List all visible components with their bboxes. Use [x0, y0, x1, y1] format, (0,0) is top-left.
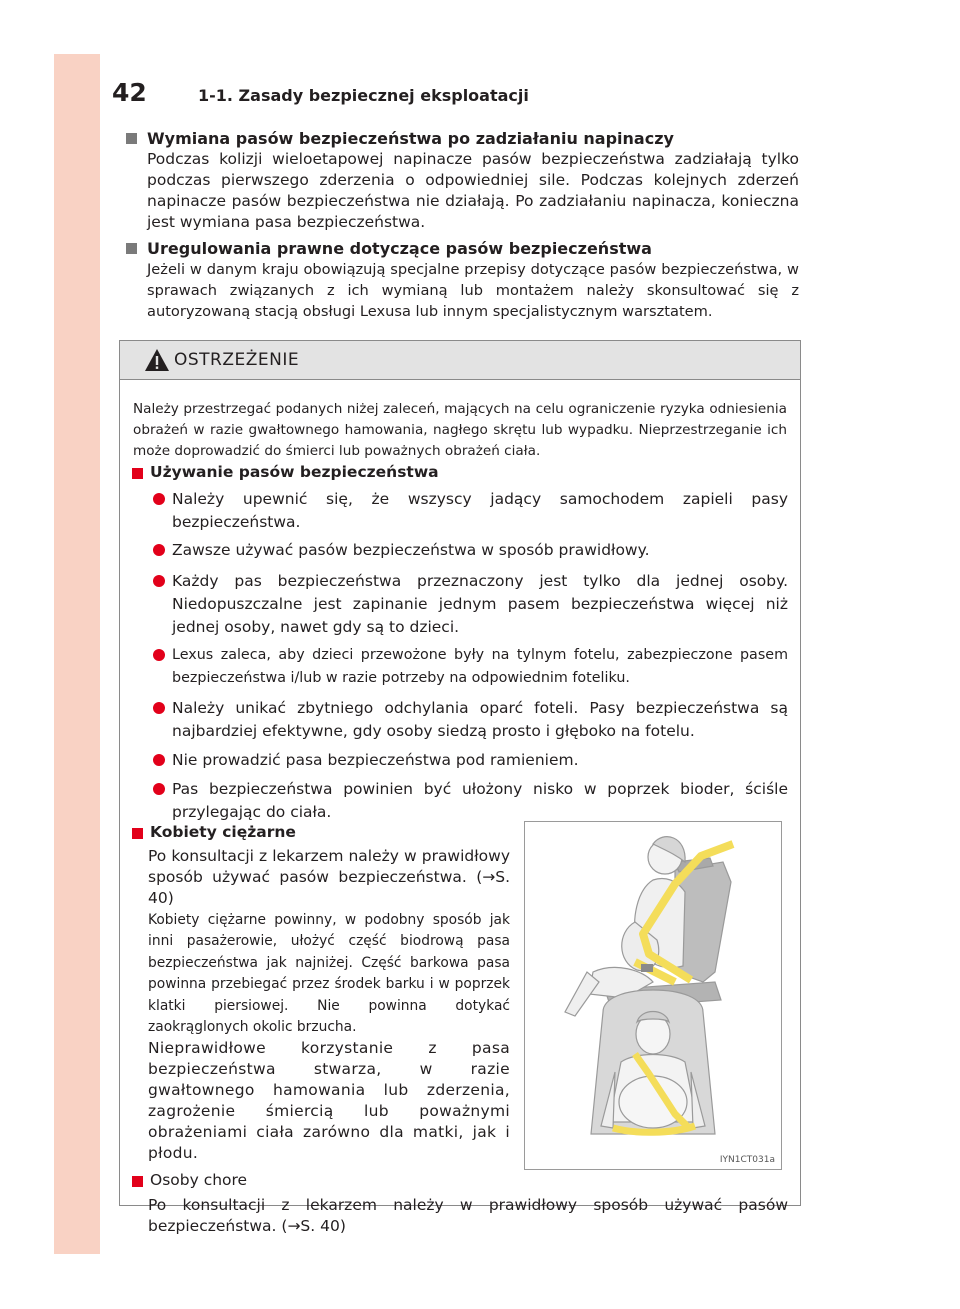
- pregnant-seatbelt-illustration: [524, 821, 782, 1170]
- list-item-text: Należy unikać zbytniego odchylania oparć foteli. Pasy bezpieczeństwa są najbardziej efektywne, gdy osoby siedzą prosto i głęboko na fotelu.: [172, 699, 788, 740]
- pregnant-paragraph-1: Po konsultacji z lekarzem należy w prawidłowy sposób używać pasów bezpieczeństwa. (→S. 40): [148, 847, 510, 907]
- warning-title: OSTRZEŻENIE: [174, 350, 300, 370]
- section-title: Wymiana pasów bezpieczeństwa po zadziałaniu napinaczy: [147, 129, 674, 148]
- figure-code: IYN1CT031a: [719, 1155, 775, 1165]
- warning-triangle-icon: [144, 348, 170, 372]
- list-item: [172, 778, 788, 824]
- list-item-text: Pas bezpieczeństwa powinien być ułożony nisko w poprzek bioder, ściśle przylegając do ciała.: [172, 780, 788, 821]
- list-item: [172, 749, 788, 772]
- round-bullet-icon: [153, 544, 165, 556]
- round-bullet-icon: [153, 783, 165, 795]
- square-bullet-icon: [132, 828, 143, 839]
- round-bullet-icon: [153, 493, 165, 505]
- page-margin-tab: [54, 54, 100, 1254]
- pregnant-seatbelt-drawing: [525, 822, 781, 1169]
- subheading-text: Kobiety ciężarne: [150, 823, 296, 841]
- list-item-text: Nie prowadzić pasa bezpieczeństwa pod ramieniem.: [172, 751, 579, 769]
- list-item: [172, 644, 788, 690]
- list-item: [172, 539, 788, 562]
- round-bullet-icon: [153, 754, 165, 766]
- section-text: Jeżeli w danym kraju obowiązują specjalne przepisy dotyczące pasów bezpieczeństwa, w sprawach związanych z ich wymianą lub montażem należy skonsultować się z autoryzowaną stacją obsługi Lexusa lub innym specjalistycznym warsztatem.: [147, 261, 799, 320]
- list-item-text: Każdy pas bezpieczeństwa przeznaczony jest tylko dla jednej osoby. Niedopuszczalne jest zapinanie jednym pasem bezpieczeństwa więcej niż jednej osoby, nawet gdy są to dzieci.: [172, 572, 788, 636]
- pregnant-paragraph-2: Kobiety ciężarne powinny, w podobny sposób jak inni pasażerowie, ułożyć część biodrową pasa bezpieczeństwa jak najniżej. Część barkowa pasa powinna przebiegać przez środek barku i w poprzek klatki piersiowej. Nie powinna dotykać zaokrąglonych okolic brzucha.: [148, 912, 510, 1036]
- round-bullet-icon: [153, 649, 165, 661]
- square-bullet-icon: [132, 468, 143, 479]
- round-bullet-icon: [153, 575, 165, 587]
- square-bullet-icon: [132, 1176, 143, 1187]
- page-number: 42: [112, 78, 147, 107]
- round-bullet-icon: [153, 702, 165, 714]
- subheading-text: Używanie pasów bezpieczeństwa: [150, 463, 439, 481]
- square-bullet-icon: [126, 243, 137, 254]
- warning-intro: Należy przestrzegać podanych niżej zaleceń, mających na celu ograniczenie ryzyka odniesienia obrażeń w razie gwałtownego hamowania, nagłego skrętu lub wypadku. Nieprzestrzeganie ich może doprowadzić do śmierci lub poważnych obrażeń ciała.: [133, 401, 787, 459]
- section-text: Podczas kolizji wieloetapowej napinacze pasów bezpieczeństwa zadziałają tylko podczas pierwszego zderzenia o odpowiedniej sile. Podczas kolejnych zderzeń napinacze pasów bezpieczeństwa nie działają. Po zadziałaniu napinacza, konieczna jest wymiana pasa bezpieczeństwa.: [147, 150, 799, 231]
- section-replacement: [147, 128, 799, 233]
- list-item-text: Należy upewnić się, że wszyscy jadący samochodem zapieli pasy bezpieczeństwa.: [172, 490, 788, 531]
- list-item: [172, 697, 788, 743]
- sick-paragraph: Po konsultacji z lekarzem należy w prawidłowy sposób używać pasów bezpieczeństwa. (→S. 40): [148, 1196, 788, 1235]
- pregnant-paragraph-3: Nieprawidłowe korzystanie z pasa bezpieczeństwa stwarza, w razie gwałtownego hamowania lub zderzenia, zagrożenie śmiercią lub poważnymi obrażeniami ciała zarówno dla matki, jak i płodu.: [148, 1039, 510, 1162]
- list-item-text: Lexus zaleca, aby dzieci przewożone były na tylnym fotelu, zabezpieczone pasem bezpieczeństwa i/lub w razie potrzeby na odpowiednim foteliku.: [172, 647, 788, 686]
- section-regulations: [147, 238, 799, 322]
- subheading-text: Osoby chore: [150, 1171, 248, 1189]
- section-title: Uregulowania prawne dotyczące pasów bezpieczeństwa: [147, 239, 652, 258]
- subheading-usage: [140, 463, 439, 481]
- list-item: [172, 488, 788, 534]
- subheading-pregnant: [140, 823, 296, 841]
- section-heading: 1-1. Zasady bezpiecznej eksploatacji: [198, 86, 529, 105]
- square-bullet-icon: [126, 133, 137, 144]
- subheading-sick: [140, 1171, 247, 1189]
- list-item: [172, 570, 788, 639]
- list-item-text: Zawsze używać pasów bezpieczeństwa w sposób prawidłowy.: [172, 541, 650, 559]
- warning-header: [120, 341, 800, 380]
- warning-box: [119, 340, 801, 1235]
